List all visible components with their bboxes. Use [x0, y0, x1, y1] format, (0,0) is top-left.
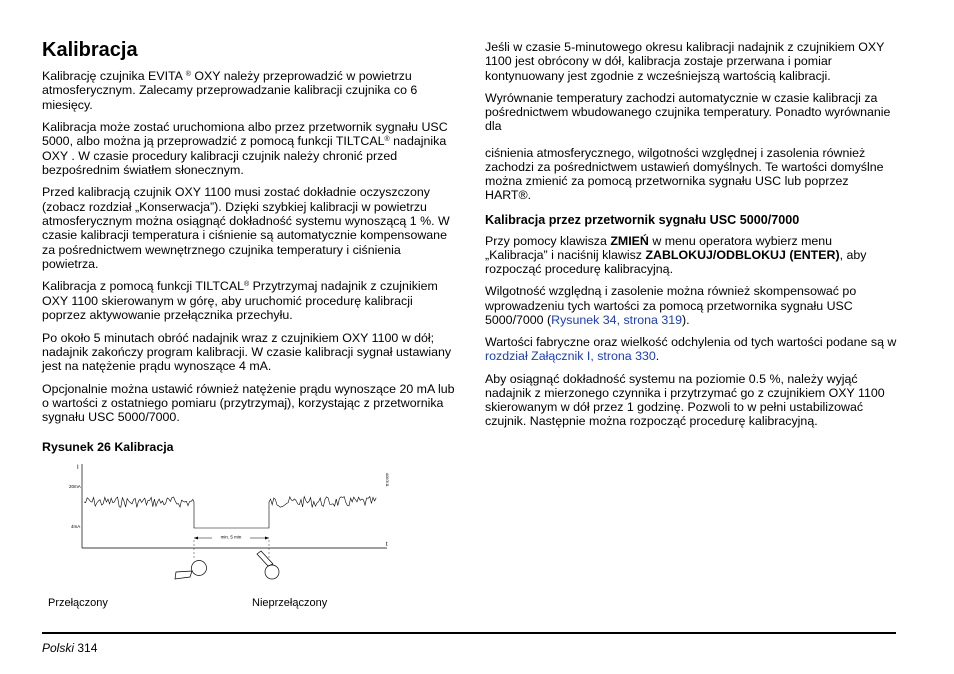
signal-trace — [84, 497, 376, 529]
right-column — [485, 40, 898, 437]
figure-title: Rysunek 26 Kalibracja — [42, 440, 174, 455]
caption-switched: Przełączony — [48, 597, 108, 609]
y-axis-label: I — [77, 465, 79, 471]
paragraph-start-methods: Kalibracja może zostać uruchomiona albo przez przetwornik sygnału USC 5000, albo można ją przeprowadzić z pomocą funkcji TILTCAL® nadajnika OXY . W czasie procedury kalibracji czujnik należy chronić przed bezpośrednim światłem słonecznym. — [42, 120, 448, 177]
link-figure-34[interactable]: Rysunek 34, strona 319 — [551, 313, 683, 328]
page-footer — [42, 641, 97, 655]
switched-device-icon — [175, 561, 207, 580]
paragraph-temperature: Wyrównanie temperatury zachodzi automatycznie w czasie kalibracji za pośrednictwem wbudowanego czujnika temperatury. Ponadto wyrównanie dla — [485, 90, 891, 134]
unswitched-device-icon — [257, 551, 279, 579]
figure-code: A00/3/11 — [385, 473, 389, 487]
paragraph-menu-steps: Przy pomocy klawisza ZMIEŃ w menu operatora wybierz menu „Kalibracja” i naciśnij klawisz ZABLOKUJ/ODBLOKUJ (ENTER), aby rozpocząć procedurę kalibracyjną. — [485, 233, 867, 277]
paragraph-tiltcal: Kalibracja z pomocą funkcji TILTCAL® Przytrzymaj nadajnik z czujnikiem OXY 1100 skierowanym w górę, aby uruchomić procedurę kalibracji poprzez aktywowanie przełącznika przechyłu. — [42, 279, 438, 323]
key-zmien: ZMIEŃ — [610, 233, 649, 248]
x-axis-label: t — [386, 542, 388, 548]
label-20ma: 20mA — [69, 484, 81, 489]
arrow-head-right — [265, 537, 269, 540]
paragraph-rotate: Po około 5 minutach obróć nadajnik wraz z czujnikiem OXY 1100 w dół; nadajnik zakończy program kalibracji. W czasie kalibracji sygnał ustawiany jest na natężenie prądu wynoszące 4 mA. — [42, 330, 452, 374]
arrow-head-left — [194, 537, 198, 540]
left-column — [42, 34, 460, 463]
paragraph-accuracy: Aby osiągnąć dokładność systemu na poziomie 0.5 %, należy wyjąć nadajnik z mierzonego czynnika i przytrzymać go z czujnikiem OXY 1100 skierowanym w dół przez 1 godzinę. Pozwoli to w pełni ustabilizować czujnik. Następnie można rozpocząć procedurę kalibracyjną. — [485, 371, 885, 429]
link-appendix-i[interactable]: rozdział Załącznik I, strona 330 — [485, 349, 656, 364]
caption-unswitched: Nieprzełączony — [252, 597, 328, 609]
paragraph-factory-values: Wartości fabryczne oraz wielkość odchylenia od tych wartości podane są w rozdział Załącznik I, strona 330. — [485, 335, 897, 364]
paragraph-cleaning: Przed kalibracją czujnik OXY 1100 musi zostać dokładnie oczyszczony (zobacz rozdział „Konserwacja”). Dzięki szybkiej kalibracji w powietrzu atmosferycznym można osiągnąć dokładność systemu wynoszącą 1 %. W czasie kalibracji temperatura i ciśnienie są automatycznie kompensowane za pośrednictwem wewnętrznego czujnika temperatury i ciśnienia powietrza. — [42, 185, 450, 271]
label-4ma: 4mA — [71, 524, 81, 529]
paragraph-pressure: ciśnienia atmosferycznego, wilgotności względnej i zasolenia również zachodzi za pośrednictwem ustawień domyślnych. Te wartości domyślne można zmienić za pomocą przetwornika sygnału USC lub poprzez HART®. — [485, 145, 884, 203]
min-duration-label: min. 5 min — [220, 534, 242, 540]
calibration-figure — [42, 458, 402, 580]
page-number: 314 — [77, 641, 98, 655]
paragraph-optional: Opcjonalnie można ustawić również natężenie prądu wynoszące 20 mA lub o wartości z ostatniego pomiaru (przytrzymaj), korzystając z przetwornika sygnału USC 5000/7000. — [42, 381, 455, 425]
footer-rule — [42, 632, 896, 634]
paragraph-intro: Kalibrację czujnika EVITA ® OXY należy przeprowadzić w powietrzu atmosferycznym. Zalecamy przeprowadzanie kalibracji czujnika co 6 miesięcy. — [42, 69, 418, 112]
key-enter: ZABLOKUJ/ODBLOKUJ (ENTER) — [645, 248, 840, 263]
paragraph-humidity: Wilgotność względną i zasolenie można również skompensować po wprowadzeniu tych wartości za pomocą przetwornika sygnału USC 5000/7000 (Rysunek 34, strona 319). — [485, 284, 857, 328]
footer-language: Polski — [42, 641, 75, 655]
paragraph-abort: Jeśli w czasie 5-minutowego okresu kalibracji nadajnik z czujnikiem OXY 1100 jest obrócony w dół, kalibracja zostaje przerwana i pomiar kontynuowany jest zgodnie z wcześniejszą wartością kalibracji. — [485, 40, 885, 83]
section-heading-usc: Kalibracja przez przetwornik sygnału USC 5000/7000 — [485, 212, 800, 227]
page-title: Kalibracja — [42, 39, 138, 61]
